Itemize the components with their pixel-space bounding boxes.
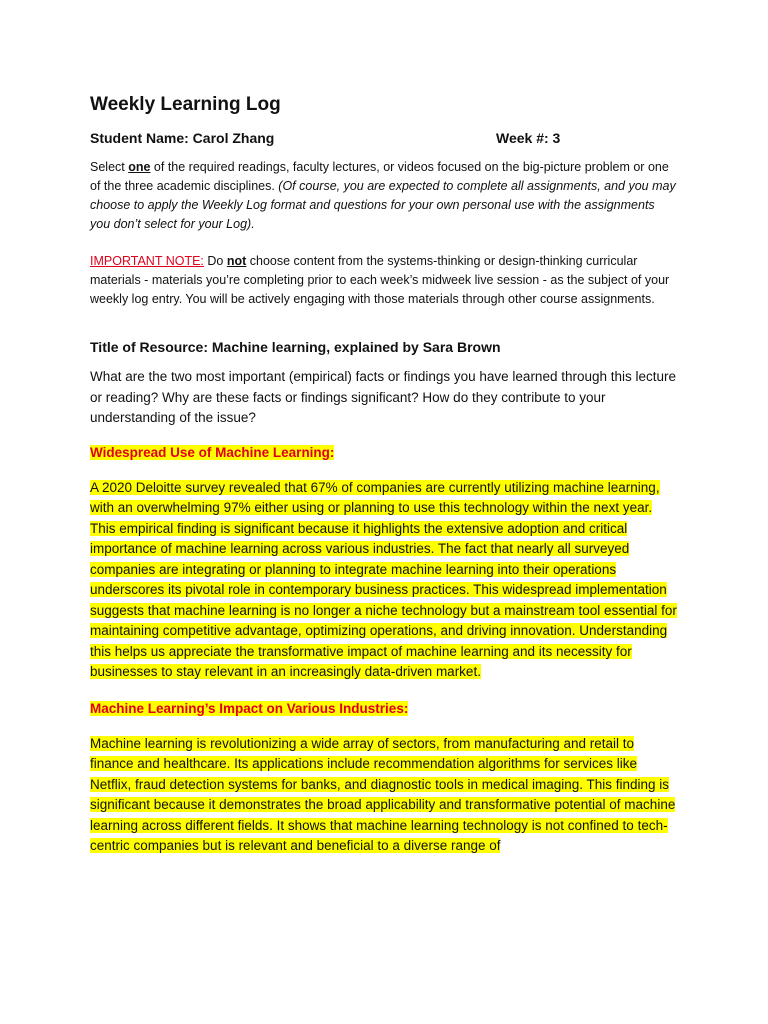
- section-body-industry-impact: Machine learning is revolutionizing a wide array of sectors, from manufacturing and retail to finance and healthcare. Its applications include recommendation algorithms for services like Netflix, fraud detection systems for banks, and diagnostic tools in medical imaging. This finding is significant because it demonstrates the broad applicability and transformative potential of machine learning across different fields. It shows that machine learning technology is not confined to tech-centric companies but is relevant and beneficial to a diverse range of: [90, 735, 676, 853]
- instructions-pre: Select: [90, 160, 129, 174]
- section-heading-widespread-use: Widespread Use of Machine Learning:: [90, 444, 335, 460]
- important-note-label: IMPORTANT NOTE:: [90, 254, 204, 268]
- note-pre: Do: [203, 254, 227, 268]
- document-title: Weekly Learning Log: [90, 94, 281, 115]
- instructions-one: one: [128, 160, 151, 174]
- note-post: choose content from the systems-thinking or design-thinking curricular materials - materials you’re completing prior to each week’s midweek live session - as the subject of your weekly log entry. You will be actively engaging with those materials through other course assignments.: [90, 254, 670, 306]
- student-info-row: [90, 130, 678, 146]
- resource-title: Title of Resource: Machine learning, explained by Sara Brown: [90, 339, 501, 355]
- section-body-widespread-use: A 2020 Deloitte survey revealed that 67% of companies are currently utilizing machine learning, with an overwhelming 97% either using or planning to use this technology within the next year. This empirical finding is significant because it highlights the extensive adoption and critical importance of machine learning across various industries. The fact that nearly all surveyed companies are integrating or planning to integrate machine learning into their operations underscores its pivotal role in contemporary business practices. This widespread implementation suggests that machine learning is no longer a niche technology but a mainstream tool essential for maintaining competitive advantage, optimizing operations, and driving innovation. Understanding this helps us appreciate the transformative impact of machine learning and its necessity for businesses to stay relevant in an increasingly data-driven market.: [90, 479, 677, 679]
- instructions-italic: (Of course, you are expected to complete all assignments, and you may choose to apply the Weekly Log format and questions for your own personal use with the assignments you don’t select for your Log).: [90, 179, 676, 231]
- note-not: not: [226, 254, 247, 268]
- instructions-paragraph: [90, 158, 678, 234]
- section-heading-industry-impact: Machine Learning’s Impact on Various Industries:: [90, 700, 409, 716]
- important-note-paragraph: [90, 252, 678, 309]
- week-number: Week #: 3: [496, 130, 561, 146]
- student-name: Student Name: Carol Zhang: [90, 130, 275, 146]
- instructions-post: of the required readings, faculty lectures, or videos focused on the big-picture problem or one of the three academic disciplines.: [90, 160, 669, 193]
- prompt-question: What are the two most important (empirical) facts or findings you have learned through this lecture or reading? Why are these facts or findings significant? How do they contribute to your understanding of the issue?: [90, 369, 677, 425]
